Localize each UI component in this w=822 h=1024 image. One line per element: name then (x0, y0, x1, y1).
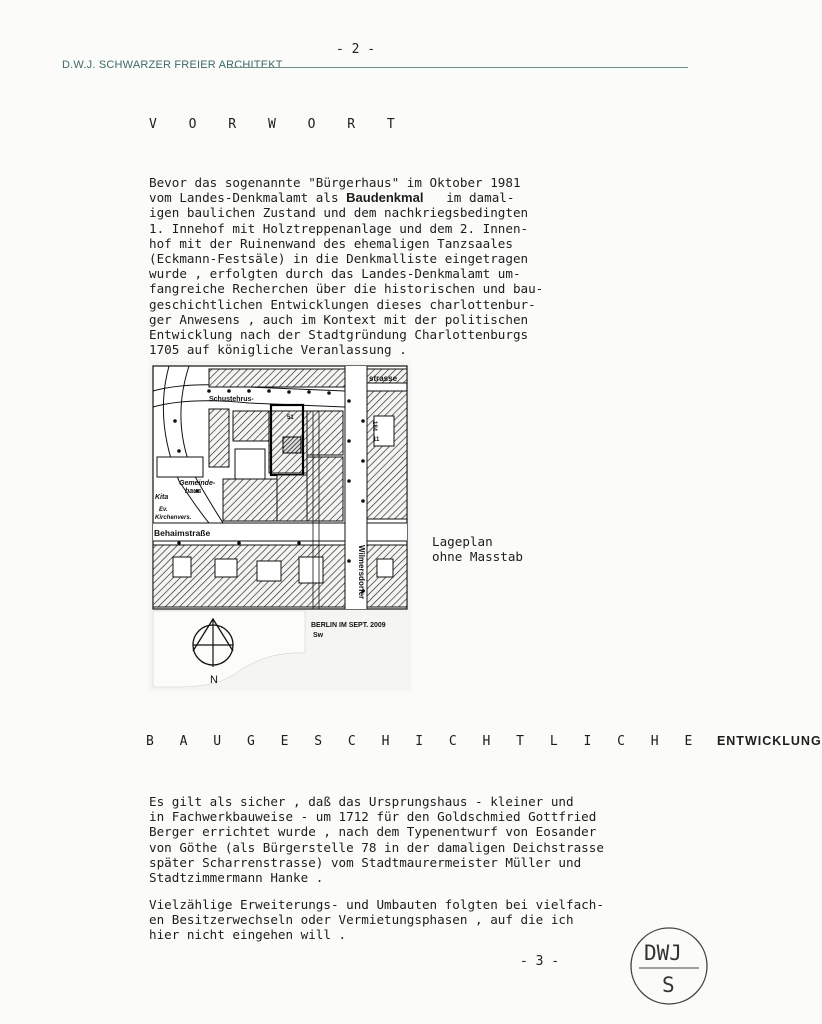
map-label-num-51: 51 (287, 415, 294, 421)
vorwort-text-end: im damal- igen baulichen Zustand und dem nachkriegsbedingten 1. Innehof mit Holztreppenanlage und dem 2. Innen- hof mit der Ruinenwand des ehemaligen Tanzsaales (Eckmann-Festsäle) in die Denkmalliste eingetragen wurde , erfolgten durch das Landes-Denkmalamt um- fangreiche Recherchen über die historischen und bau- geschichtlichen Entwicklungen dieses charlottenbur- ger Anwesens , auch im Kontext mit der politischen Entwicklung nach der Stadtgründung Charlottenburgs 1705 auf königliche Veranlassung . (149, 190, 544, 358)
map-caption: Lageplan ohne Masstab (432, 534, 523, 564)
map-stamp-initials: Sw (313, 632, 324, 639)
map-label-num-11: 11 (373, 437, 380, 443)
map-label-kirche-1: Ev. (159, 507, 168, 513)
vorwort-text-start: Bevor das sogenannte "Bürgerhaus" im Oktober 1981 vom Landes-Denkmalamt als (149, 175, 521, 206)
vorwort-paragraph (149, 175, 543, 357)
section-title-vorwort: V O R W O R T (149, 117, 407, 132)
dwjs-monogram-stamp (629, 918, 709, 1018)
stamp-text-bottom: S (662, 973, 675, 997)
map-label-gemeindehaus-1: Gemeinde- (179, 480, 216, 487)
map-label-wilmersdorfer: Wilmersdorfer (357, 545, 366, 600)
north-letter: N (210, 674, 218, 686)
map-label-schustehrus: Schustehrus- (209, 396, 254, 403)
map-label-behaimstrasse: Behaimstraße (154, 528, 211, 538)
stamp-text-top: DWJ (644, 941, 682, 965)
header-rule (228, 67, 688, 68)
history-paragraph-2: Vielzählige Erweiterungs- und Umbauten folgten bei vielfach- en Besitzerwechseln oder Vermietungsphasen , auf die ich hier nicht eingehen will . (149, 897, 604, 943)
map-label-num-184: 184 (371, 421, 377, 432)
map-label-kita: Kita (155, 494, 169, 501)
firm-header: D.W.J. SCHWARZER FREIER ARCHITEKT (62, 59, 283, 71)
baudenkmal-bold: Baudenkmal (346, 190, 424, 206)
title-baugeschichtliche: B A U G E S C H I C H T L I C H E (146, 734, 702, 749)
map-stamp-date: BERLIN IM SEPT. 2009 (311, 622, 386, 629)
history-paragraph-1: Es gilt als sicher , daß das Ursprungshaus - kleiner und in Fachwerkbauweise - um 1712 für den Goldschmied Gottfried Berger errichtet wurde , nach dem Typenentwurf von Eosander von Göthe (als Bürgerstelle 78 in der damaligen Deichstrasse später Scharrenstrasse) vom Stadtmaurermeister Müller und Stadtzimmermann Hanke . (149, 794, 604, 886)
page-number-top: - 2 - (336, 42, 376, 57)
map-label-gemeindehaus-2: haus (185, 488, 202, 495)
site-plan-map (149, 361, 411, 691)
map-label-kirche-2: Kirchenvers. (155, 515, 192, 521)
title-entwicklung: ENTWICKLUNG (716, 734, 822, 748)
section-title-baugeschichte (146, 734, 822, 749)
page-number-bottom: - 3 - (520, 954, 560, 969)
map-label-strasse: strasse (369, 374, 398, 383)
